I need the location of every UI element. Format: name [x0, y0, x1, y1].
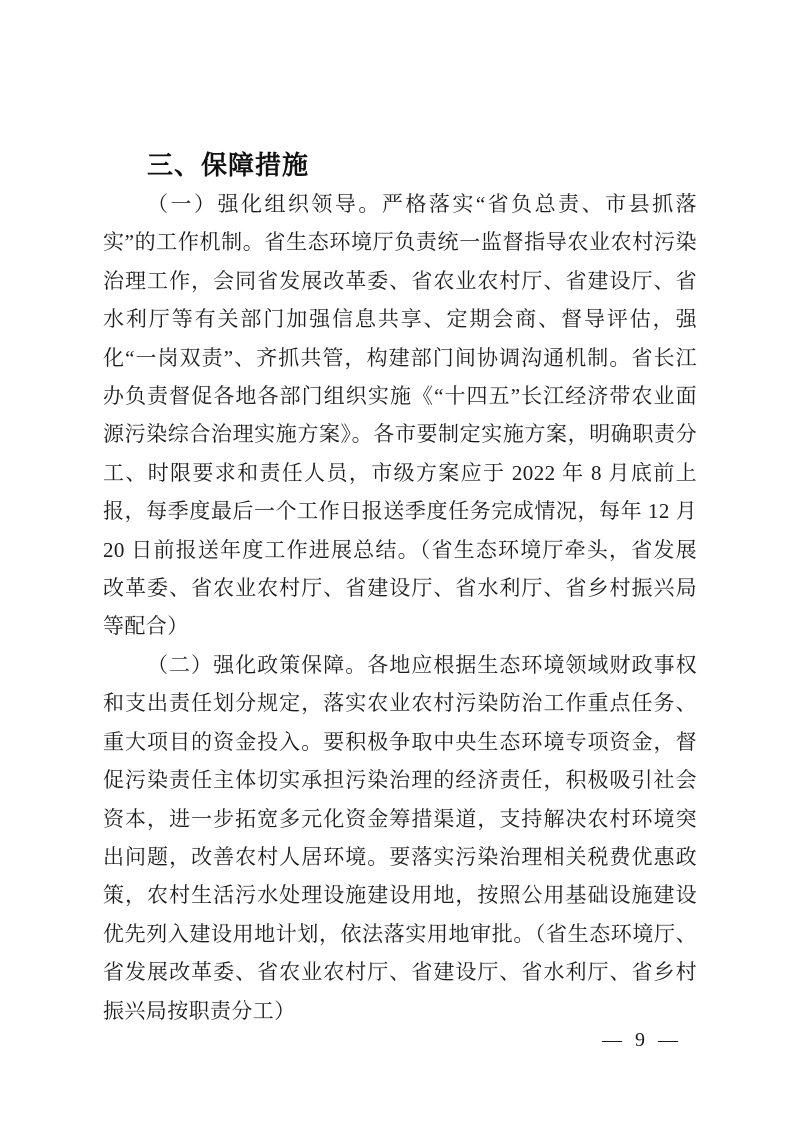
document-body [103, 145, 697, 1030]
paragraph-1-attribution: （省生态环境厅牵头，省发展改革委、省农业农村厅、省建设厅、省水利厅、省乡村振兴局等配合） [103, 537, 697, 639]
paragraph-2-attribution: （省生态环境厅、省发展改革委、省农业农村厅、省建设厅、省水利厅、省乡村振兴局按职责分工） [103, 921, 697, 1023]
page-number: 9 [635, 1029, 645, 1051]
footer-dash-left: — [602, 1029, 622, 1051]
page-footer [560, 1028, 720, 1052]
paragraph-2-text: （二）强化政策保障。各地应根据生态环境领域财政事权和支出责任划分规定，落实农业农村污染防治工作重点任务、重大项目的资金投入。要积极争取中央生态环境专项资金，督促污染责任主体切实承担污染治理的经济责任，积极吸引社会资本，进一步拓宽多元化资金筹措渠道，支持解决农村环境突出问题，改善农村人居环境。要落实污染治理相关税费优惠政策，农村生活污水处理设施建设用地，按照公用基础设施建设优先列入建设用地计划，依法落实用地审批。 [103, 652, 697, 946]
paragraph-1-text: （一）强化组织领导。严格落实“省负总责、市县抓落实”的工作机制。省生态环境厅负责统一监督指导农业农村污染治理工作，会同省发展改革委、省农业农村厅、省建设厅、省水利厅等有关部门加强信息共享、定期会商、督导评估，强化“一岗双责”、齐抓共管，构建部门间协调沟通机制。省长江办负责督促各地各部门组织实施《“十四五”长江经济带农业面源污染综合治理实施方案》。各市要制定实施方案，明确职责分工、时限要求和责任人员，市级方案应于 2022 年 8 月底前上报，每季度最后一个工作日报送季度任务完成情况，每年 12 月 20 日前报送年度工作进展总结。 [103, 192, 697, 562]
footer-dash-right: — [658, 1029, 678, 1051]
section-heading: 三、保障措施 [147, 150, 310, 180]
paragraph-2 [103, 646, 697, 1030]
paragraph-1 [103, 185, 697, 646]
